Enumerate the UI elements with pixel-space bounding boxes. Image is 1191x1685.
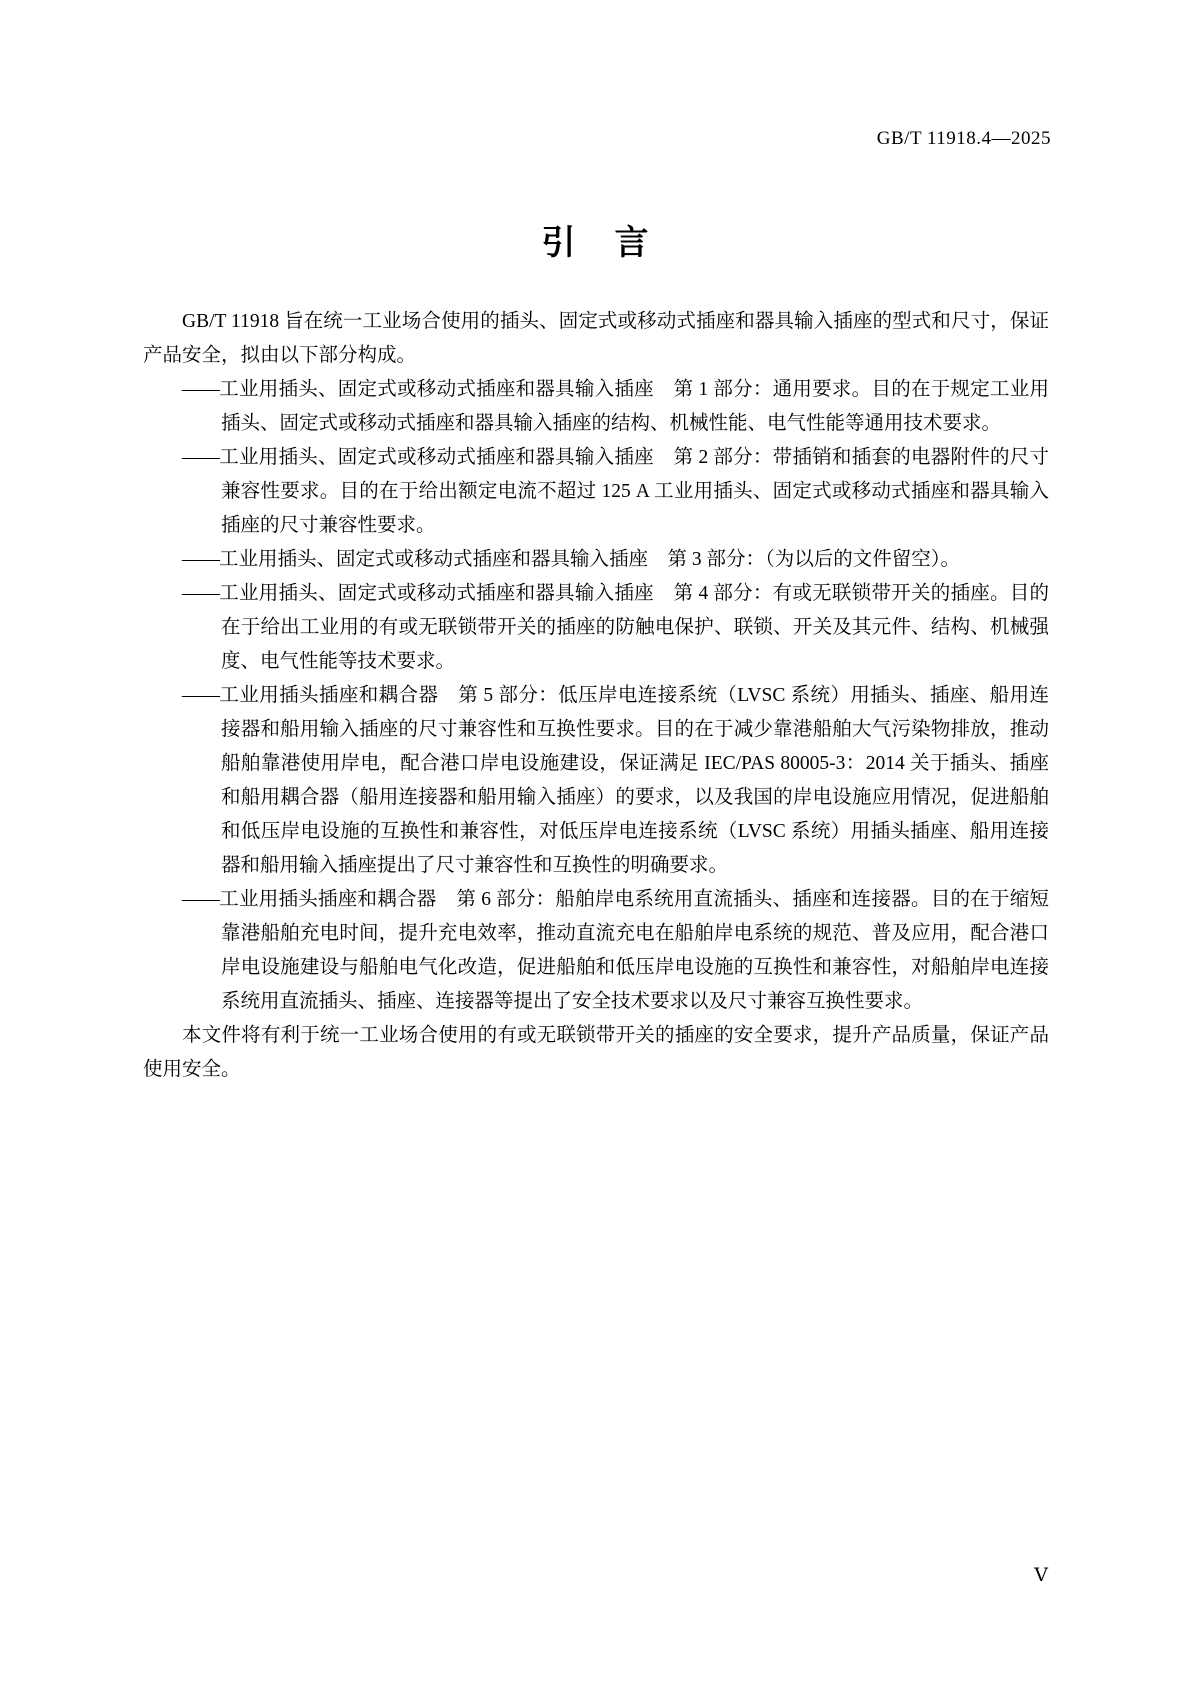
part-item (143, 577, 1049, 679)
page-title-char-2: 言 (614, 225, 650, 262)
document-body (143, 305, 1049, 1087)
dash-marker: —— (182, 549, 219, 570)
dash-marker: —— (182, 685, 219, 706)
dash-marker: —— (182, 583, 219, 604)
page-title (0, 215, 1191, 264)
part-item-text: 工业用插头、固定式或移动式插座和器具输入插座 第 4 部分：有或无联锁带开关的插座。目的在于给出工业用的有或无联锁带开关的插座的防触电保护、联锁、开关及其元件、结构、机械强度、电气性能等技术要求。 (219, 583, 1049, 672)
dash-marker: —— (182, 447, 219, 468)
part-item (143, 441, 1049, 543)
intro-lead-paragraph: GB/T 11918 旨在统一工业场合使用的插头、固定式或移动式插座和器具输入插座的型式和尺寸，保证产品安全，拟由以下部分构成。 (143, 311, 1049, 366)
page-header-standard-number: GB/T 11918.4—2025 (876, 128, 1051, 149)
part-item-text: 工业用插头、固定式或移动式插座和器具输入插座 第 3 部分：（为以后的文件留空）。 (219, 549, 961, 570)
part-item (143, 679, 1049, 883)
part-item-text: 工业用插头、固定式或移动式插座和器具输入插座 第 1 部分：通用要求。目的在于规定工业用插头、固定式或移动式插座和器具输入插座的结构、机械性能、电气性能等通用技术要求。 (219, 379, 1049, 434)
page-title-char-1: 引 (541, 225, 577, 262)
part-item (143, 543, 1049, 577)
part-item-text: 工业用插头、固定式或移动式插座和器具输入插座 第 2 部分：带插销和插套的电器附件的尺寸兼容性要求。目的在于给出额定电流不超过 125 A 工业用插头、固定式或移动式插座和器具输入插座的尺寸兼容性要求。 (219, 447, 1049, 536)
part-item (143, 373, 1049, 441)
part-item-text: 工业用插头插座和耦合器 第 6 部分：船舶岸电系统用直流插头、插座和连接器。目的在于缩短靠港船舶充电时间，提升充电效率，推动直流充电在船舶岸电系统的规范、普及应用，配合港口岸电设施建设与船舶电气化改造，促进船舶和低压岸电设施的互换性和兼容性，对船舶岸电连接系统用直流插头、插座、连接器等提出了安全技术要求以及尺寸兼容互换性要求。 (219, 889, 1049, 1012)
page-number: Ⅴ (1034, 1565, 1048, 1586)
dash-marker: —— (182, 889, 219, 910)
closing-paragraph: 本文件将有利于统一工业场合使用的有或无联锁带开关的插座的安全要求，提升产品质量，保证产品使用安全。 (143, 1025, 1049, 1080)
dash-marker: —— (182, 379, 219, 400)
part-item (143, 883, 1049, 1019)
part-item-text: 工业用插头插座和耦合器 第 5 部分：低压岸电连接系统（LVSC 系统）用插头、插座、船用连接器和船用输入插座的尺寸兼容性和互换性要求。目的在于减少靠港船舶大气污染物排放，推动船舶靠港使用岸电，配合港口岸电设施建设，保证满足 IEC/PAS 80005-3：2014 关于插头、插座和船用耦合器（船用连接器和船用输入插座）的要求，以及我国的岸电设施应用情况，促进船舶和低压岸电设施的互换性和兼容性，对低压岸电连接系统（LVSC 系统）用插头插座、船用连接器和船用输入插座提出了尺寸兼容性和互换性的明确要求。 (219, 685, 1049, 876)
